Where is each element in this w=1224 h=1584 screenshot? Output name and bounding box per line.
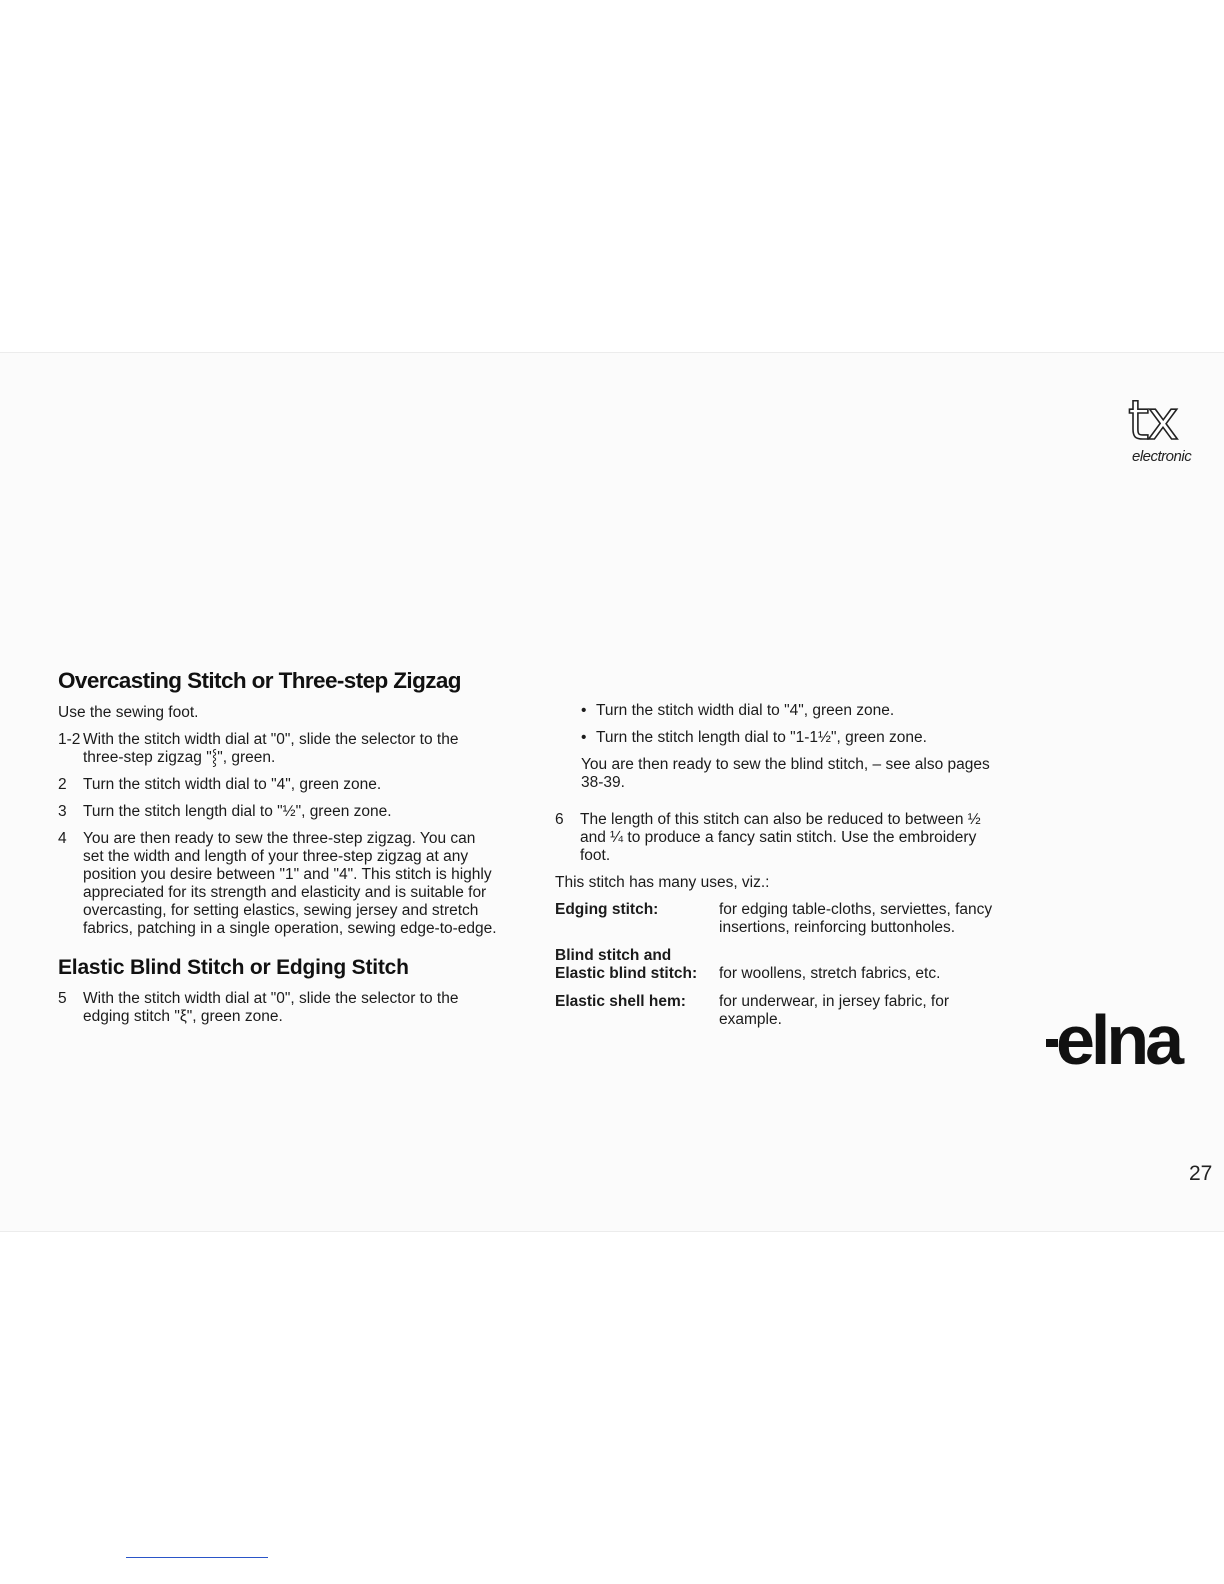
step-item <box>58 990 498 1026</box>
step-text: You are then ready to sew the three-step zigzag. You can set the width and length of your three-step zigzag at any position you desire between "1" and "4". This stitch is highly appreciated for its strength and elasticity and is suitable for overcasting, for setting elastics, sewing jersey and stretch fabrics, patching in a single operation, sewing edge-to-edge. <box>83 830 497 937</box>
step-number: 6 <box>555 811 564 828</box>
use-description: for underwear, in jersey fabric, for example. <box>719 993 950 1028</box>
elna-logo-text: elna <box>1056 1001 1181 1079</box>
bullet-item <box>581 729 1001 747</box>
use-label: Edging stitch: <box>555 901 659 918</box>
section-heading-overcasting: Overcasting Stitch or Three-step Zigzag <box>58 668 461 693</box>
use-item <box>555 993 1001 1029</box>
scan-edge-top <box>0 352 1224 353</box>
step-item <box>58 731 498 767</box>
step-item <box>555 811 1001 865</box>
left-column <box>58 668 498 1035</box>
step-number: 3 <box>58 803 67 820</box>
tx-logo-subtitle: electronic <box>1132 448 1192 465</box>
bottom-line-divider <box>126 1557 268 1558</box>
page-number: 27 <box>1189 1162 1213 1185</box>
step-text: The length of this stitch can also be reduced to between ½ and ¼ to produce a fancy satin stitch. Use the embroidery foot. <box>580 811 981 864</box>
bullet-dot-icon: • <box>581 729 587 746</box>
bullet-item <box>581 702 1001 720</box>
step-item <box>58 803 498 821</box>
use-label: Blind stitch and Elastic blind stitch: <box>555 947 698 982</box>
step-number: 4 <box>58 830 67 847</box>
use-description: for edging table-cloths, serviettes, fancy insertions, reinforcing buttonholes. <box>719 901 993 936</box>
bullet-text: Turn the stitch length dial to "1-1½", green zone. <box>596 729 927 746</box>
tx-logo-mark: tx <box>1128 389 1178 452</box>
step-text: With the stitch width dial at "0", slide the selector to the three-step zigzag "⸾", green. <box>83 731 459 766</box>
elna-logo <box>1046 1001 1181 1079</box>
step-text: With the stitch width dial at "0", slide the selector to the edging stitch "ξ", green zone. <box>83 990 459 1025</box>
bullet-text: Turn the stitch width dial to "4", green zone. <box>596 702 895 719</box>
ready-text: You are then ready to sew the blind stitch, – see also pages 38-39. <box>581 756 990 791</box>
intro-text: Use the sewing foot. <box>58 704 199 721</box>
step-item <box>58 776 498 794</box>
step-number: 5 <box>58 990 67 1007</box>
use-description: for woollens, stretch fabrics, etc. <box>719 965 941 982</box>
step-number: 2 <box>58 776 67 793</box>
tx-electronic-logo <box>1128 389 1204 465</box>
step-text: Turn the stitch length dial to "½", green zone. <box>83 803 392 820</box>
use-label: Elastic shell hem: <box>555 993 686 1010</box>
bullet-dot-icon: • <box>581 702 587 719</box>
uses-intro: This stitch has many uses, viz.: <box>555 874 770 891</box>
step-item <box>58 830 498 938</box>
use-item <box>555 901 1001 937</box>
use-item <box>555 947 1001 983</box>
section-heading-blind-stitch: Elastic Blind Stitch or Edging Stitch <box>58 956 409 979</box>
right-column <box>555 702 1001 1039</box>
step-number: 1-2 <box>58 731 81 748</box>
step-text: Turn the stitch width dial to "4", green zone. <box>83 776 382 793</box>
scan-edge-bottom <box>0 1231 1224 1232</box>
